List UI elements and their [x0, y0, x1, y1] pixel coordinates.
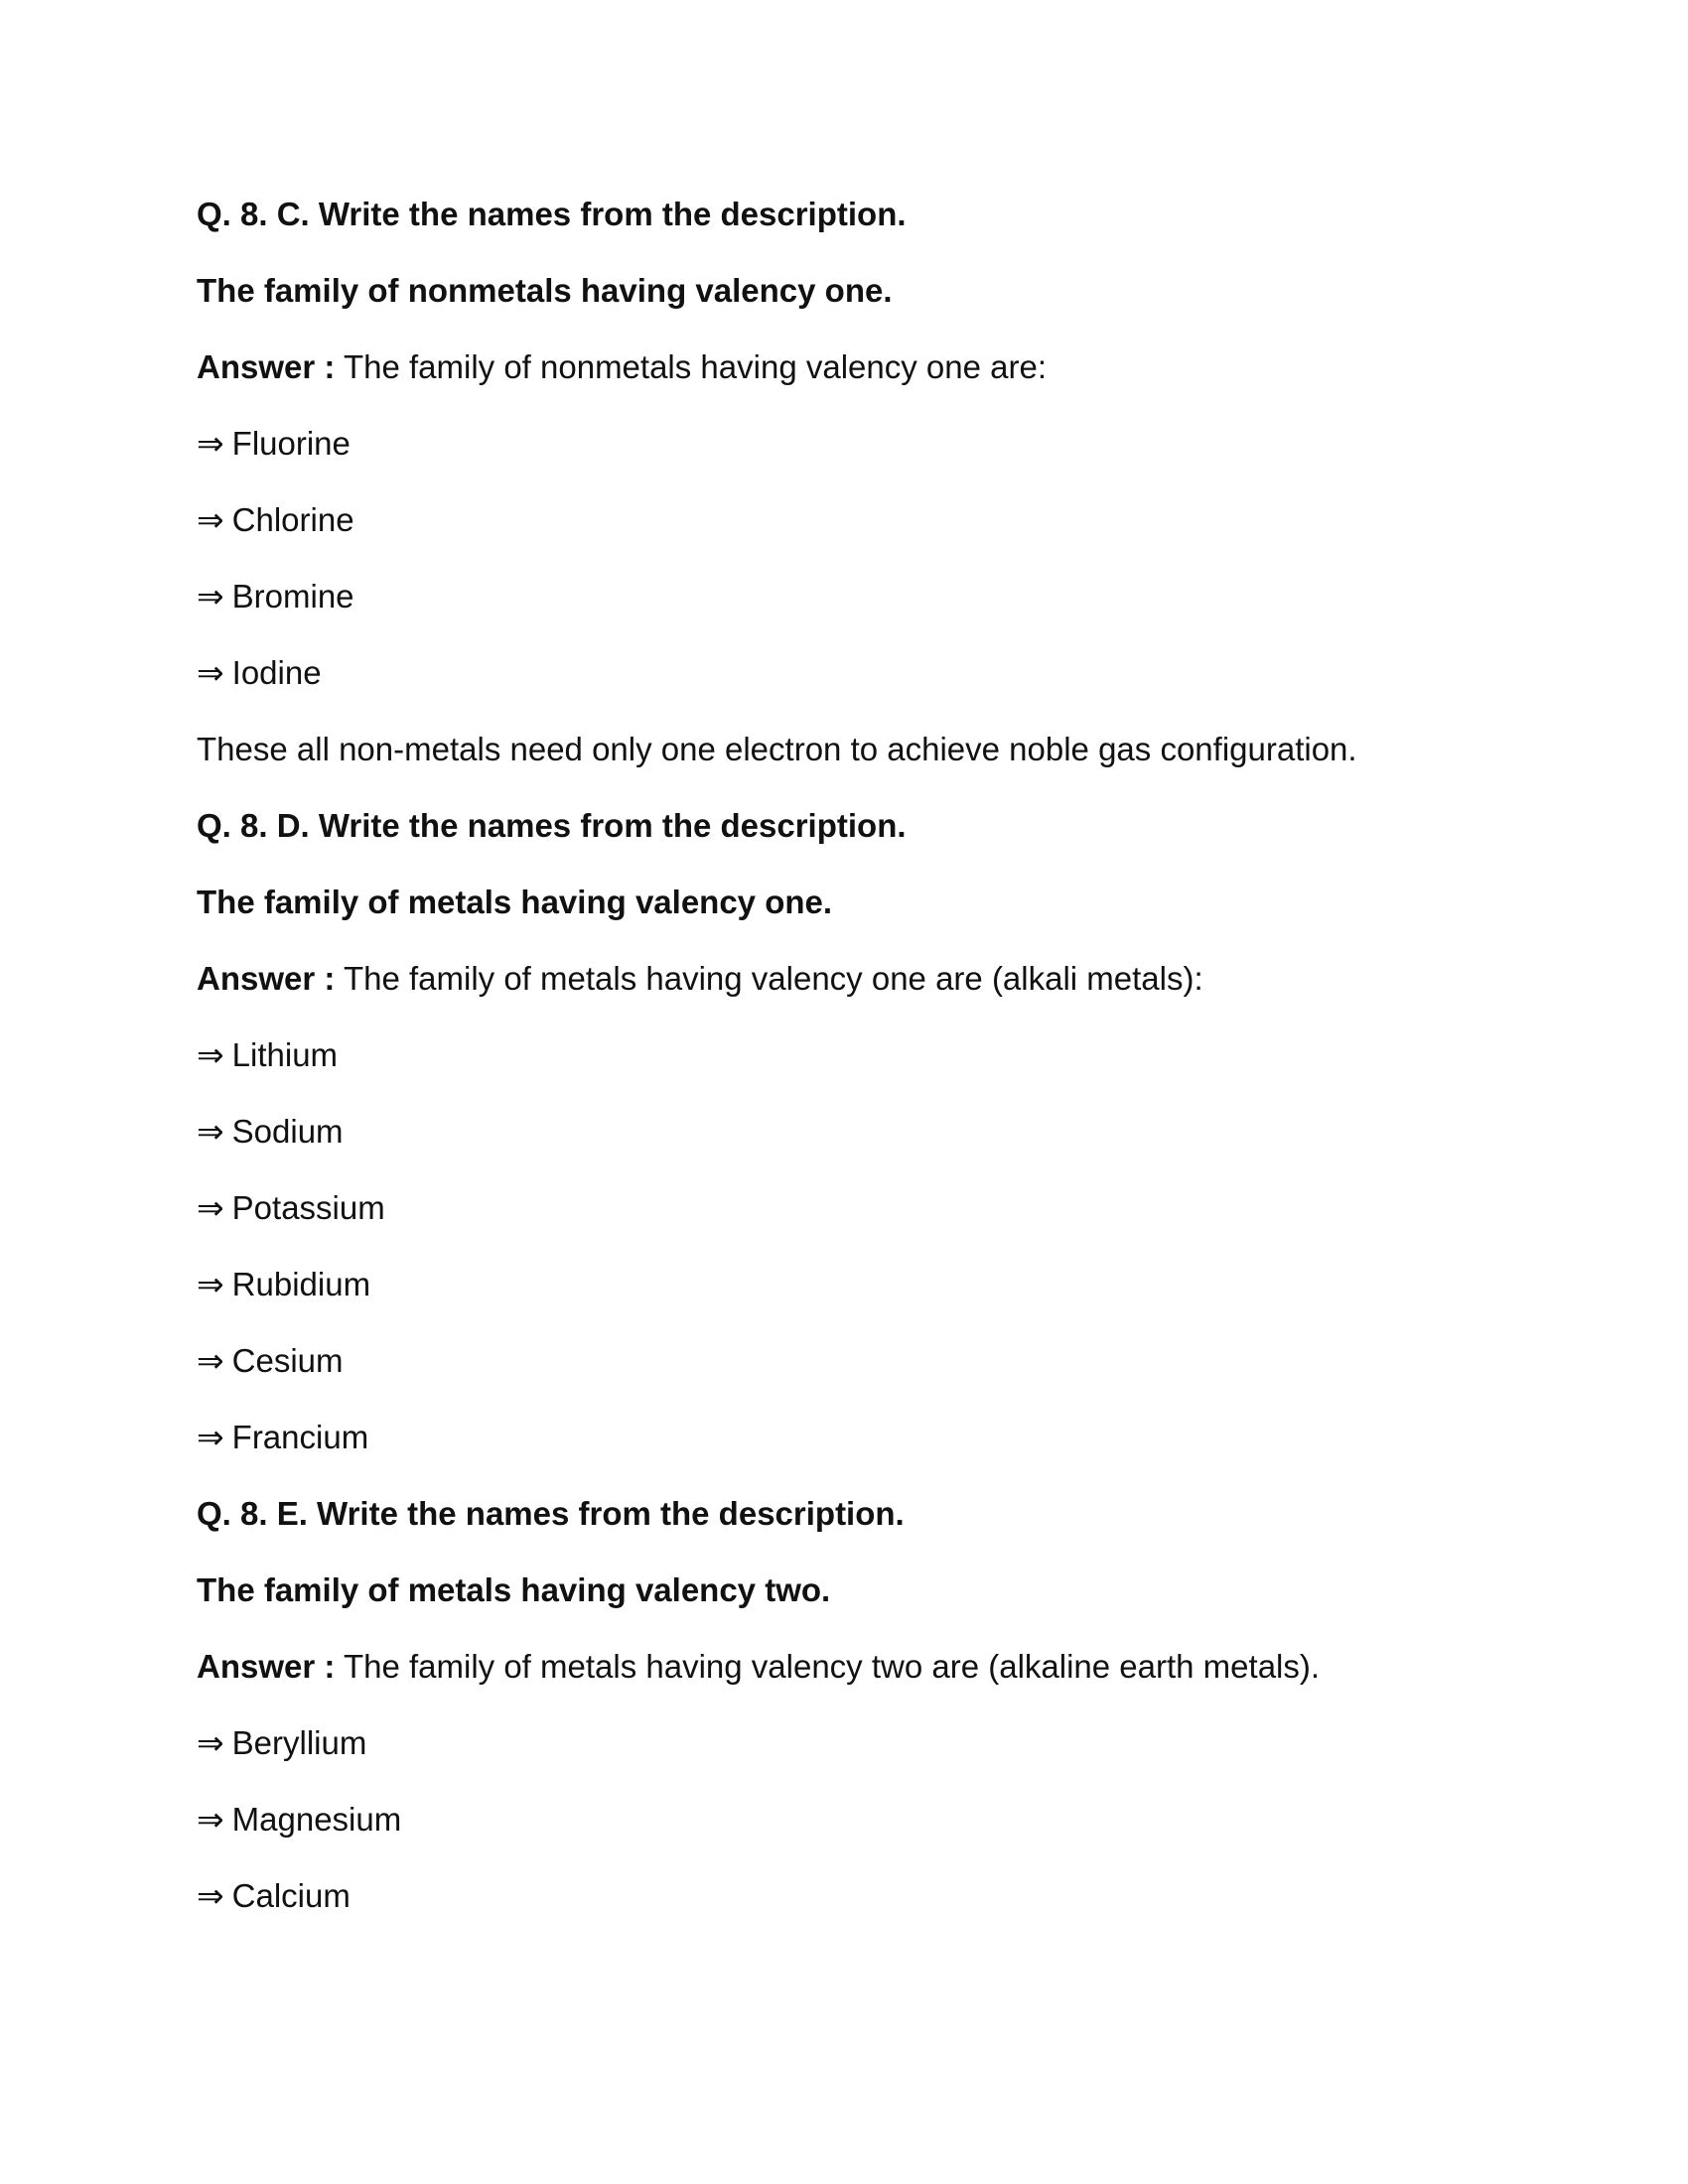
answer-label: Answer : — [197, 1648, 336, 1685]
list-item — [197, 1800, 1507, 1840]
list-item-label: Francium — [231, 1419, 369, 1455]
arrow-icon: ⇒ — [197, 1877, 224, 1914]
list-item-label: Rubidium — [231, 1266, 371, 1302]
question-prompt: The family of metals having valency two. — [197, 1571, 831, 1608]
list-item — [197, 424, 1507, 464]
list-item — [197, 1188, 1507, 1228]
arrow-icon: ⇒ — [197, 1724, 224, 1761]
list-item — [197, 1265, 1507, 1304]
list-item — [197, 1341, 1507, 1381]
list-item-label: Cesium — [231, 1342, 344, 1379]
list-item-label: Iodine — [231, 654, 322, 691]
list-item — [197, 1035, 1507, 1075]
list-item-label: Magnesium — [231, 1801, 402, 1838]
list-item — [197, 500, 1507, 540]
answer-line — [197, 1647, 1507, 1687]
arrow-icon: ⇒ — [197, 1266, 224, 1302]
answer-label: Answer : — [197, 348, 336, 385]
list-item-label: Beryllium — [231, 1724, 367, 1761]
list-item — [197, 1723, 1507, 1763]
list-item — [197, 1418, 1507, 1457]
list-item-label: Fluorine — [231, 425, 351, 462]
arrow-icon: ⇒ — [197, 578, 224, 614]
answer-label: Answer : — [197, 960, 336, 997]
list-item — [197, 577, 1507, 616]
arrow-icon: ⇒ — [197, 1189, 224, 1226]
answer-note: These all non-metals need only one electron to achieve noble gas configuration. — [197, 731, 1357, 767]
list-item — [197, 653, 1507, 693]
arrow-icon: ⇒ — [197, 425, 224, 462]
question-prompt: The family of metals having valency one. — [197, 884, 833, 920]
answer-text: The family of metals having valency one are (alkali metals): — [335, 960, 1203, 997]
arrow-icon: ⇒ — [197, 1342, 224, 1379]
list-item-label: Bromine — [231, 578, 354, 614]
arrow-icon: ⇒ — [197, 1113, 224, 1150]
answer-text: The family of metals having valency two are (alkaline earth metals). — [335, 1648, 1321, 1685]
question-heading: Q. 8. C. Write the names from the description. — [197, 196, 907, 232]
answer-text: The family of nonmetals having valency one are: — [335, 348, 1047, 385]
list-item-label: Potassium — [231, 1189, 385, 1226]
question-prompt: The family of nonmetals having valency one. — [197, 272, 893, 309]
list-item — [197, 1112, 1507, 1152]
list-item — [197, 1876, 1507, 1916]
arrow-icon: ⇒ — [197, 1419, 224, 1455]
list-item-label: Lithium — [231, 1036, 339, 1073]
list-item-label: Sodium — [231, 1113, 344, 1150]
document-page — [197, 195, 1507, 1953]
arrow-icon: ⇒ — [197, 1801, 224, 1838]
list-item-label: Chlorine — [231, 501, 354, 538]
arrow-icon: ⇒ — [197, 654, 224, 691]
answer-line — [197, 959, 1507, 999]
list-item-label: Calcium — [231, 1877, 351, 1914]
question-heading: Q. 8. D. Write the names from the description. — [197, 807, 907, 844]
question-heading: Q. 8. E. Write the names from the description. — [197, 1495, 905, 1532]
arrow-icon: ⇒ — [197, 1036, 224, 1073]
answer-line — [197, 347, 1507, 387]
arrow-icon: ⇒ — [197, 501, 224, 538]
